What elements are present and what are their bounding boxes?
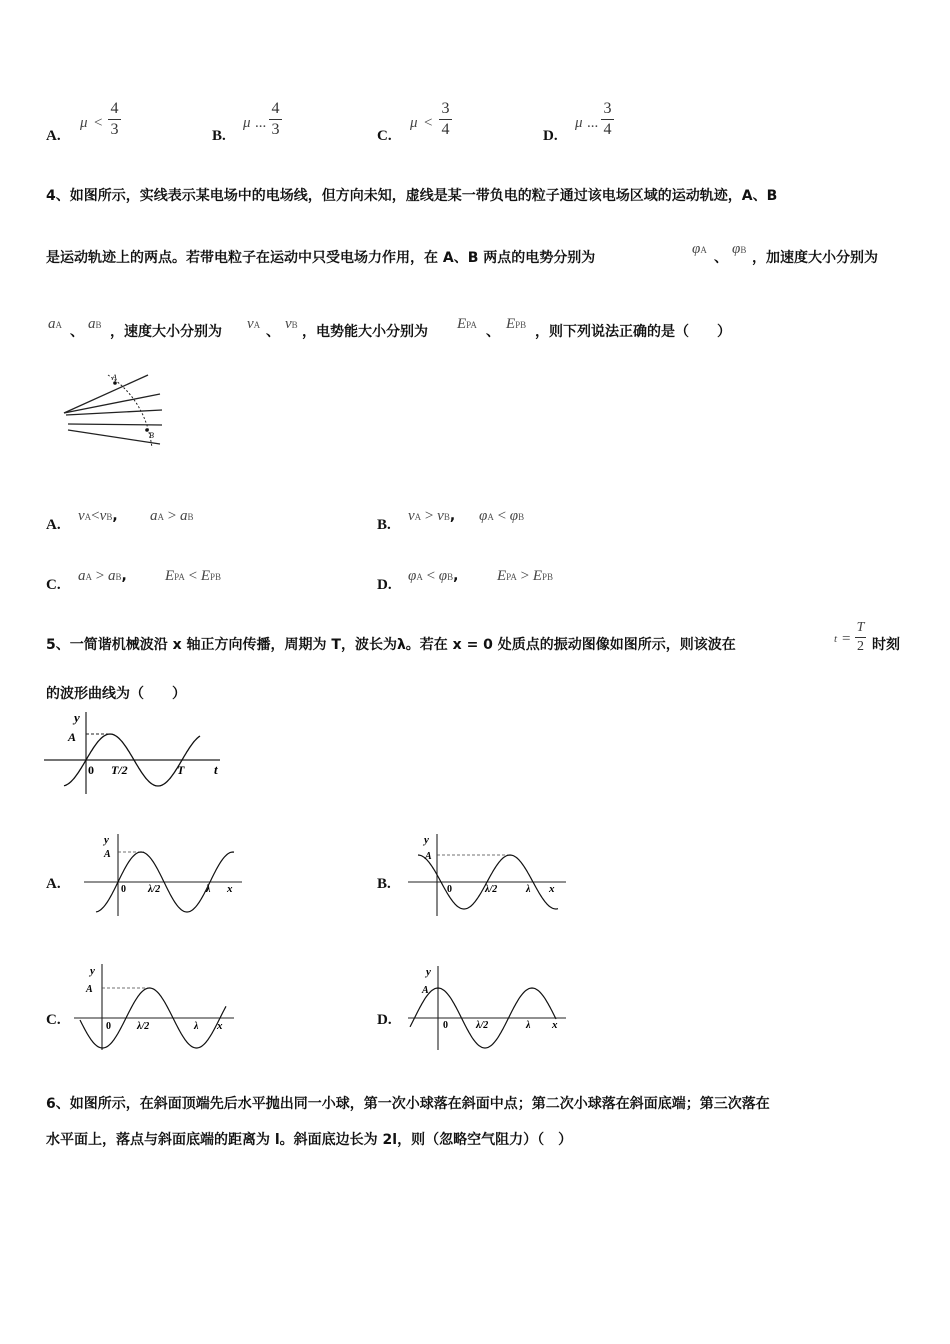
field-line [66, 410, 162, 415]
a-a-symbol: aA [48, 316, 62, 332]
q3-option-a-fraction [108, 100, 121, 139]
origin-label: 0 [88, 763, 94, 777]
q5-t-fraction [855, 620, 866, 655]
q4-option-b-expr2: φA < φB [479, 508, 525, 524]
q3-option-a-rel: < [94, 115, 103, 131]
numerator: T [856, 620, 865, 635]
q4-option-d-expr2: EPA > EPB [497, 568, 554, 584]
q3-option-c-mu: μ [410, 115, 418, 131]
t-axis-label: t [214, 762, 218, 777]
q5-t-var: t [834, 633, 838, 645]
q3-option-c-rel: < [424, 115, 433, 131]
wavelength-label: λ [526, 884, 531, 895]
origin-label: 0 [443, 1020, 448, 1031]
q4-sep: 、 [266, 324, 280, 340]
q5-option-b-graph[interactable] [406, 830, 566, 918]
amplitude-label: A [104, 849, 111, 860]
v-b-symbol: vB [285, 316, 298, 332]
y-axis-label: y [74, 710, 80, 725]
q4-option-d-label[interactable]: D. [377, 577, 392, 593]
q3-option-b-mu: μ [243, 115, 251, 131]
q5-option-a-graph[interactable] [82, 830, 242, 918]
wavelength-label: λ [526, 1020, 531, 1031]
q6-stem-line1: 6、如图所示，在斜面顶端先后水平抛出同一小球，第一次小球落在斜面中点；第二次小球落在斜面底端；第三次落在 [46, 1096, 770, 1112]
q5-equals: = [842, 631, 851, 647]
q4-sep: 、 [486, 324, 500, 340]
q3-option-d-label[interactable]: D. [543, 128, 558, 144]
q5-option-c-graph[interactable] [70, 960, 240, 1052]
x-axis-label: x [549, 883, 555, 895]
epa-symbol: EPA [457, 316, 477, 332]
q5-option-c-label[interactable]: C. [46, 1012, 61, 1028]
amplitude-label: A [86, 984, 93, 995]
half-wavelength-label: λ/2 [137, 1021, 150, 1032]
v-a-symbol: vA [247, 316, 261, 332]
denominator: 4 [441, 121, 450, 138]
phi-b-symbol: φB [732, 241, 747, 257]
q4-stem-line3c: ，则下列说法正确的是（ ） [535, 324, 731, 340]
field-line [68, 430, 160, 444]
q4-option-d-expr1: φA < φB, [408, 568, 459, 584]
point-b-label: B [149, 431, 154, 440]
q4-option-a-expr1: vA<vB, [78, 508, 118, 524]
field-line [68, 424, 162, 425]
q3-option-a-label[interactable]: A. [46, 128, 61, 144]
q4-stem-line3a: ，速度大小分别为 [110, 324, 222, 340]
q3-option-a-mu: μ [80, 115, 88, 131]
q3-option-d-mu: μ [575, 115, 583, 131]
denominator: 2 [857, 639, 864, 654]
q3-option-c-label[interactable]: C. [377, 128, 392, 144]
q4-option-b-label[interactable]: B. [377, 517, 391, 533]
q4-option-a-expr2: aA > aB [150, 508, 194, 524]
half-wavelength-label: λ/2 [476, 1020, 489, 1031]
y-axis-label: y [426, 966, 431, 978]
numerator: 3 [603, 100, 612, 117]
q4-sep: 、 [70, 324, 84, 340]
numerator: 4 [271, 100, 280, 117]
q6-stem-line2: 水平面上，落点与斜面底端的距离为 l。斜面底边长为 2l，则（忽略空气阻力）（ ） [46, 1132, 573, 1148]
q3-option-b-rel: ... [255, 115, 267, 131]
q4-option-c-label[interactable]: C. [46, 577, 61, 593]
q4-stem-line2b: ，加速度大小分别为 [752, 250, 878, 266]
t-half-label: T/2 [111, 763, 128, 777]
q3-option-b-label[interactable]: B. [212, 128, 226, 144]
amplitude-label: A [422, 985, 429, 996]
origin-label: 0 [121, 884, 126, 895]
y-axis-label: y [90, 965, 95, 977]
field-lines-figure [60, 370, 170, 455]
point-a-label: A [112, 373, 117, 382]
q4-stem-line2a: 是运动轨迹上的两点。若带电粒子在运动中只受电场力作用，在 A、B 两点的电势分别为 [46, 250, 596, 266]
q4-option-c-expr1: aA > aB, [78, 568, 127, 584]
origin-label: 0 [106, 1021, 111, 1032]
q4-option-b-expr1: vA > vB, [408, 508, 456, 524]
q3-option-d-fraction [601, 100, 614, 139]
q4-option-a-label[interactable]: A. [46, 517, 61, 533]
amplitude-label: A [425, 851, 432, 862]
epb-symbol: EPB [506, 316, 527, 332]
q5-option-d-graph[interactable] [406, 962, 566, 1052]
wavelength-label: λ [206, 884, 211, 895]
q5-stem-line1b: 时刻 [872, 637, 900, 653]
denominator: 4 [603, 121, 612, 138]
q4-stem-line3b: ，电势能大小分别为 [302, 324, 428, 340]
q3-option-d-rel: ... [587, 115, 599, 131]
q5-stem-line2: 的波形曲线为（ ） [46, 686, 186, 702]
x-axis-label: x [552, 1019, 558, 1031]
numerator: 3 [441, 100, 450, 117]
amplitude-label: A [68, 730, 77, 744]
origin-label: 0 [447, 884, 452, 895]
q5-stem-line1a: 5、一简谐机械波沿 x 轴正方向传播，周期为 T，波长为λ。若在 x = 0 处质点的振动图像如图所示，则该波在 [46, 637, 736, 653]
y-axis-label: y [424, 834, 429, 846]
x-axis-label: x [217, 1020, 223, 1032]
half-wavelength-label: λ/2 [148, 884, 161, 895]
a-b-symbol: aB [88, 316, 102, 332]
field-line [64, 375, 148, 413]
denominator: 3 [110, 121, 119, 138]
wavelength-label: λ [194, 1021, 199, 1032]
q4-stem-line1: 4、如图所示，实线表示某电场中的电场线，但方向未知，虚线是某一带负电的粒子通过该电场区域的运动轨迹，A、B [46, 188, 778, 204]
q5-vibration-graph [44, 708, 226, 796]
q4-option-c-expr2: EPA < EPB [165, 568, 222, 584]
numerator: 4 [110, 100, 119, 117]
t-full-label: T [177, 763, 185, 777]
field-line [64, 394, 160, 413]
q5-option-d-label[interactable]: D. [377, 1012, 392, 1028]
q3-option-c-fraction [439, 100, 452, 139]
denominator: 3 [271, 121, 280, 138]
q4-sep: 、 [714, 250, 728, 266]
y-axis-label: y [104, 834, 109, 846]
half-wavelength-label: λ/2 [485, 884, 498, 895]
q5-option-a-label[interactable]: A. [46, 876, 61, 892]
phi-a-symbol: φA [692, 241, 707, 257]
q3-option-b-fraction [269, 100, 282, 139]
q5-option-b-label[interactable]: B. [377, 876, 391, 892]
x-axis-label: x [227, 883, 233, 895]
